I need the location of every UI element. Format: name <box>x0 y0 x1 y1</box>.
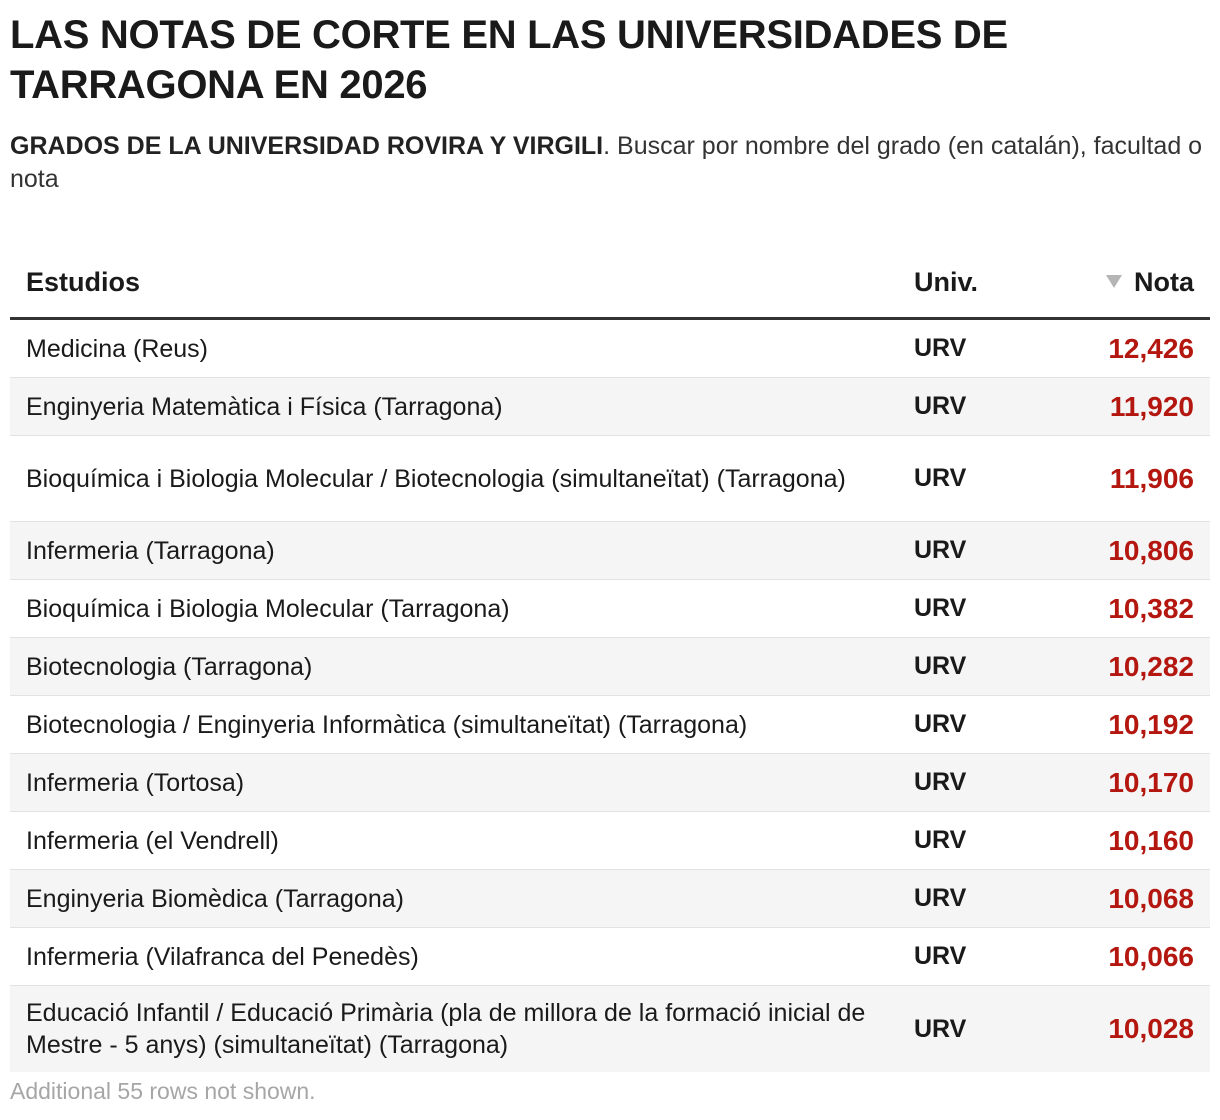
page-title: LAS NOTAS DE CORTE EN LAS UNIVERSIDADES DE TARRAGONA EN 2026 <box>10 13 1008 107</box>
cell-nota: 10,282 <box>1108 650 1194 682</box>
cell-univ: URV <box>914 652 967 680</box>
cell-nota: 10,382 <box>1108 592 1194 624</box>
cell-estudios: Enginyeria Matemàtica i Física (Tarragona) <box>26 392 503 421</box>
cell-nota: 10,160 <box>1108 824 1194 856</box>
cell-univ: URV <box>914 768 967 796</box>
subtitle-lead: GRADOS DE LA UNIVERSIDAD ROVIRA Y VIRGILI <box>10 132 604 160</box>
cell-univ: URV <box>914 594 967 622</box>
cell-estudios: Enginyeria Biomèdica (Tarragona) <box>26 884 404 913</box>
cell-nota: 10,170 <box>1108 766 1194 798</box>
table-header <box>10 248 1210 320</box>
cell-estudios: Infermeria (Vilafranca del Penedès) <box>26 942 419 971</box>
cell-nota: 10,028 <box>1108 1013 1194 1044</box>
cell-univ: URV <box>914 392 967 420</box>
table-row <box>10 812 1210 870</box>
table-row <box>10 320 1210 378</box>
cell-estudios: Infermeria (Tortosa) <box>26 768 245 797</box>
cell-univ: URV <box>914 1014 967 1043</box>
cell-estudios: Educació Infantil / Educació Primària (pla de millora de la formació inicial de Mestre - 5 anys) (simultaneïtat) (Tarragona) <box>26 999 866 1059</box>
subtitle <box>10 130 1210 196</box>
cell-nota: 10,806 <box>1108 534 1194 566</box>
column-header-nota-label: Nota <box>1134 267 1194 297</box>
subtitle-text: . Buscar por nombre del grado (en catalán), facultad o nota <box>10 132 1203 193</box>
data-table <box>10 248 1210 1072</box>
table-row <box>10 928 1210 986</box>
table-row <box>10 580 1210 638</box>
sort-down-icon[interactable] <box>1106 275 1122 288</box>
cell-estudios: Infermeria (el Vendrell) <box>26 826 279 855</box>
table-row <box>10 378 1210 436</box>
cell-univ: URV <box>914 884 967 912</box>
cell-estudios: Infermeria (Tarragona) <box>26 536 275 565</box>
footer-note: Additional 55 rows not shown. <box>10 1078 316 1104</box>
cell-univ: URV <box>914 536 967 564</box>
cell-nota: 11,906 <box>1109 462 1194 494</box>
cell-estudios: Biotecnologia / Enginyeria Informàtica (simultaneïtat) (Tarragona) <box>26 710 748 739</box>
cell-nota: 10,068 <box>1108 882 1194 914</box>
table-row <box>10 696 1210 754</box>
table-row <box>10 522 1210 580</box>
cell-nota: 10,192 <box>1108 708 1194 740</box>
cell-nota: 11,920 <box>1109 390 1194 422</box>
cell-estudios: Bioquímica i Biologia Molecular / Biotecnologia (simultaneïtat) (Tarragona) <box>26 464 846 493</box>
cell-univ: URV <box>914 942 967 970</box>
column-header-nota[interactable] <box>1044 267 1210 298</box>
table-row <box>10 638 1210 696</box>
column-header-estudios[interactable]: Estudios <box>26 267 141 297</box>
table-widget <box>10 10 1210 1072</box>
cell-estudios: Bioquímica i Biologia Molecular (Tarragona) <box>26 594 510 623</box>
cell-nota: 12,426 <box>1108 332 1194 364</box>
cell-nota: 10,066 <box>1108 940 1194 972</box>
table-body <box>10 320 1210 1072</box>
cell-univ: URV <box>914 464 967 492</box>
cell-univ: URV <box>914 334 967 362</box>
table-row <box>10 754 1210 812</box>
table-row <box>10 436 1210 522</box>
column-header-univ[interactable]: Univ. <box>914 267 979 297</box>
cell-estudios: Biotecnologia (Tarragona) <box>26 652 313 681</box>
cell-estudios: Medicina (Reus) <box>26 334 209 363</box>
cell-univ: URV <box>914 710 967 738</box>
table-row <box>10 870 1210 928</box>
cell-univ: URV <box>914 826 967 854</box>
table-row <box>10 986 1210 1072</box>
